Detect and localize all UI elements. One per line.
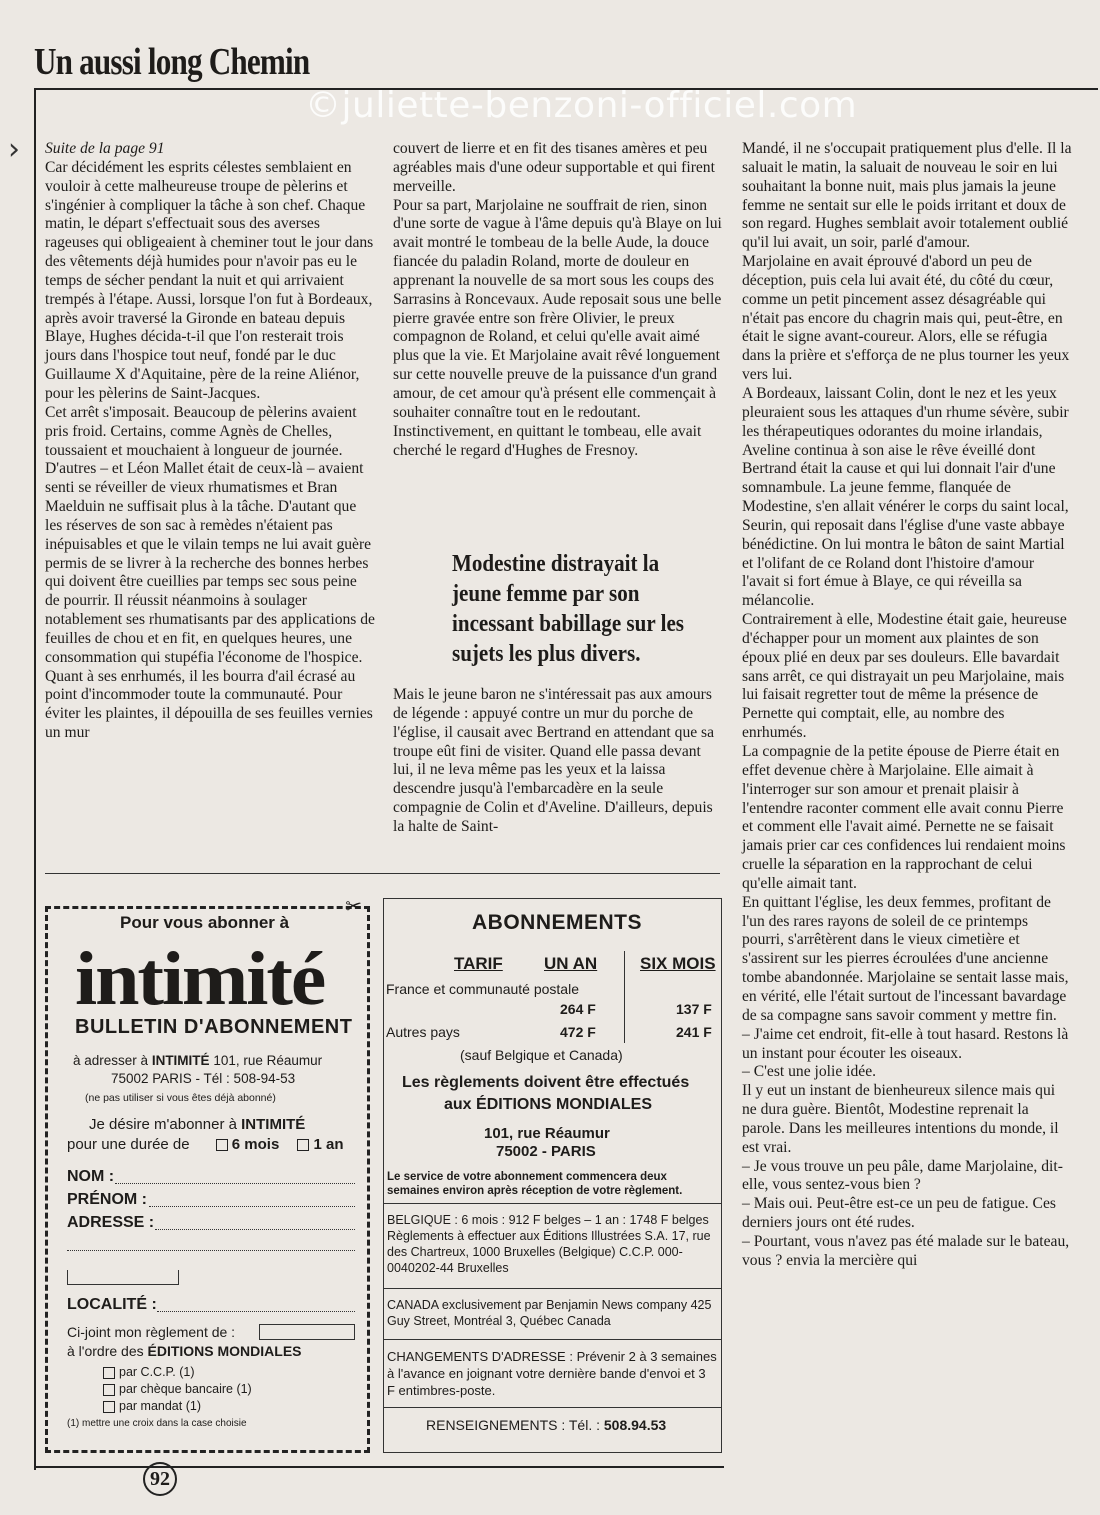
- paragraph: Mandé, il ne s'occupait pratiquement plus d'elle. Il la saluait le matin, la saluait de nouveau le soir en lui souhaitant la bonne nuit, mais plus jamais la jeune femme ne sentait sur elle le poids irritant et doux de son regard. Hughes semblait avoir totalement oublié qu'il lui avait, un soir, parlé d'amour.: [742, 140, 1072, 252]
- scissors-icon: ✂: [345, 894, 362, 918]
- paragraph: Mais le jeune baron ne s'intéressait pas aux amours de légende : appuyé contre un mur du porche de l'église, il causait avec Bertrand en attendant que sa troupe eût fini de visiter. Quand elle passa devant lui, il ne leva même pas les yeux et la laissa descendre jusqu'à l'embarcadère en la seule compagnie de Colin et d'Aveline. D'ailleurs, depuis la halte de Saint-: [393, 686, 715, 835]
- abo-address-line1: 101, rue Réaumur: [484, 1125, 610, 1142]
- pay-mandat-option[interactable]: par mandat (1): [103, 1399, 201, 1413]
- pull-quote: Modestine distrayait la jeune femme par son incessant babillage sur les sujets les plus divers.: [452, 550, 684, 667]
- coupon-heading: Pour vous abonner à: [120, 913, 290, 932]
- page-number: 92: [143, 1462, 177, 1496]
- nom-label: NOM :: [67, 1168, 115, 1185]
- changements-info: CHANGEMENTS D'ADRESSE : Prévenir 2 à 3 semaines à l'avance en joignant votre dernière bande d'envoi et 3 F entimbres-poste.: [387, 1349, 717, 1398]
- divider: [45, 873, 720, 874]
- paragraph: – Pourtant, vous n'avez pas été malade sur le bateau, vous ? envia la mercière qui: [742, 1232, 1070, 1269]
- article-title: Un aussi long Chemin: [34, 41, 310, 83]
- row2-un-an: 472 F: [560, 1024, 596, 1040]
- reglement-line2: aux ÉDITIONS MONDIALES: [444, 1096, 653, 1113]
- paragraph: La compagnie de la petite épouse de Pierre était en effet devenue chère à Marjolaine. Elle aimait à l'interroger sur son amour et prenait plaisir à l'entendre raconter comment elle avait connu Pierre et comment elle l'avait aimé. Pernette ne se faisait jamais prier car ces confidences lui rendaient moins cruelle la séparation en la rapprochant de celui qu'elle aimait tant.: [742, 743, 1066, 892]
- postal-code-field[interactable]: [67, 1270, 179, 1285]
- continued-from: Suite de la page 91: [45, 140, 165, 157]
- row1-label: France et communauté postale: [386, 981, 579, 997]
- article-column-1: [45, 140, 375, 743]
- paragraph: En quittant l'église, les deux femmes, profitant de l'un des rares rayons de soleil de ce printemps pourri, s'arrêtèrent dans le vieux cimetière et s'assirent sur les pierres écroulées d'une ancienne tombe abandonnée. Marjolaine se sentait lasse mais, en vérité, elle l'était surtout de l'incessant bavardage de sa compagne sans savoir comment y mettre fin.: [742, 893, 1069, 1024]
- paragraph: A Bordeaux, laissant Colin, dont le nez et les yeux pleuraient sous les attaques d'un rhume sévère, subir les thérapeutiques odorantes du moine irlandais, Aveline continua à son aise le rêve éveillé dont Bertrand était la cause et qui lui donnait l'air d'une somnambule. La jeune femme, flanquée de Modestine, s'en allait vénérer le corps du saint local, Seurin, qui reposait dans l'église d'une vaste abbaye bénédictine. On lui montra le bâton de saint Martial et l'olifant de ce Roland dont l'histoire d'amour l'avait si fort émue à Blaye, ce qui réveilla sa mélancolie.: [742, 384, 1069, 610]
- chevron-right-icon: ›: [8, 132, 20, 167]
- checkbox-ccp[interactable]: [103, 1367, 115, 1379]
- payment-line2: à l'ordre des ÉDITIONS MONDIALES: [67, 1343, 302, 1359]
- paragraph: couvert de lierre et en fit des tisanes amères et peu agréables mais d'une odeur supportable et qui firent merveille.: [393, 140, 715, 195]
- belgique-info: BELGIQUE : 6 mois : 912 F belges – 1 an : 1748 F belges Règlements à effectuer aux Éditions Illustrées S.A. 17, rue des Chartreux, 1000 Bruxelles (Belgique) C.C.P. 000-0040202-44 Bruxelles: [387, 1213, 711, 1275]
- brand-logo: intimité: [75, 937, 325, 1021]
- abonnements-box: [383, 898, 722, 1453]
- reglement-line1: Les règlements doivent être effectués: [402, 1074, 690, 1091]
- checkbox-6-mois[interactable]: [216, 1139, 228, 1151]
- article-column-2: [393, 140, 723, 460]
- row2-label: Autres pays: [386, 1024, 460, 1040]
- coupon-duration: pour une durée de 6 mois 1 an: [67, 1136, 344, 1153]
- prenom-label: PRÉNOM :: [67, 1191, 147, 1208]
- pay-cheque-option[interactable]: par chèque bancaire (1): [103, 1382, 252, 1396]
- coupon-address-line1: à adresser à INTIMITÉ 101, rue Réaumur: [73, 1053, 323, 1068]
- service-note: Le service de votre abonnement commencera deux semaines environ après réception de votre règlement.: [387, 1171, 683, 1197]
- abonnements-title: ABONNEMENTS: [472, 911, 643, 934]
- paragraph: Cet arrêt s'imposait. Beaucoup de pèlerins avaient pris froid. Certains, comme Agnès de Chelles, toussaient et mouchaient à longueur de journée. D'autres – et Léon Mallet était de ceux-là – avaient senti se réveiller de vieux rhumatismes et Bran Maelduin ne suffisait plus à la tâche. D'autant que les réserves de son sac à remèdes n'étaient pas inépuisables et que le vilain temps ne lui avait guère permis de se livrer à la recherche des bonnes herbes qui doivent être cueillies par temps sec sous peine de pourrir. Il réussit néanmoins à soulager notablement ses rhumatisants par des applications de feuilles de chou et en fit, en quelques heures, une consommation qui stupéfia l'économe de l'hospice. Quant à ses enrhumés, il les bourra d'ail écrasé au point d'incommoder toute la communauté. Pour éviter les plaintes, il dépouilla de ses feuilles vernies un mur: [45, 403, 375, 742]
- coupon-form-title: BULLETIN D'ABONNEMENT: [75, 1016, 353, 1038]
- paragraph: – J'aime cet endroit, fit-elle à tout hasard. Restons là un instant pour écouter les oiseaux.: [742, 1025, 1069, 1062]
- paragraph: Car décidément les esprits célestes semblaient en vouloir à cette malheureuse troupe de pèlerins et s'ingénier à compliquer la tâche à son chef. Chaque matin, le départ s'effectuait sous des averses rageuses qui obligeaient à cheminer tout le jour dans des vêtements déjà humides pour n'avoir pas eu le temps de sécher pendant la nuit et qui arrivaient trempés à l'étape. Aussi, lorsque l'on fut à Bordeaux, après avoir traversé la Gironde en bateau depuis Blaye, Hughes décida-t-il que l'on resterait trois jours dans l'hospice tout neuf, fondé par le duc Guillaume X d'Aquitaine, père de la reine Aliénor, pour les pèlerins de Saint-Jacques.: [45, 158, 374, 402]
- canada-info: CANADA exclusivement par Benjamin News company 425 Guy Street, Montréal 3, Québec Canada: [387, 1298, 712, 1328]
- article-column-2-continued: [393, 686, 723, 837]
- adresse-label: ADRESSE :: [67, 1214, 155, 1231]
- localite-field[interactable]: [157, 1311, 355, 1312]
- paragraph: Contrairement à elle, Modestine était gaie, heureuse d'échapper pour un moment aux plaintes de son époux plié en deux par ses douleurs. Elle bavardait sans arrêt, ce qui distrayait un peu Marjolaine, mais lui faisait regretter tout de même la présence de Pernette qui comptait, elle, au nombre des enrhumés.: [742, 611, 1067, 742]
- row2-six-mois: 241 F: [676, 1024, 712, 1040]
- nom-field[interactable]: [115, 1183, 355, 1184]
- coupon-note: (ne pas utiliser si vous êtes déjà abonné): [85, 1092, 276, 1104]
- paragraph: – Je vous trouve un peu pâle, dame Marjolaine, dit-elle, vous sentez-vous bien ?: [742, 1157, 1063, 1194]
- pay-ccp-option[interactable]: par C.C.P. (1): [103, 1365, 195, 1379]
- renseignements: RENSEIGNEMENTS : Tél. : 508.94.53: [426, 1417, 667, 1433]
- col-six-mois: SIX MOIS: [640, 954, 716, 973]
- paragraph: – Mais oui. Peut-être est-ce un peu de fatigue. Ces derniers jours ont été rudes.: [742, 1195, 1056, 1232]
- paragraph: Pour sa part, Marjolaine ne souffrait de rien, sinon d'une sorte de vague à l'âme depuis qu'à Blaye on lui avait montré le tombeau de la belle Aude, la douce fiancée du paladin Roland, morte de douleur en apprenant la nouvelle de sa mort sous les coups des Sarrasins à Roncevaux. Aude reposait sous une belle pierre gravée entre son frère Olivier, le preux compagnon de Roland, et celui qu'elle avait aimé plus que la vie. Et Marjolaine avait rêvé longuement sur cette nouvelle preuve de la puissance d'un grand amour, de cet amour qu'à présent elle commençait à souhaiter connaître tout en le redoutant. Instinctivement, en quittant le tombeau, elle avait cherché le regard d'Hughes de Fresnoy.: [393, 196, 722, 459]
- frame-bottom-rule: [34, 1466, 724, 1468]
- abo-address-line2: 75002 - PARIS: [496, 1143, 596, 1160]
- checkbox-mandat[interactable]: [103, 1401, 115, 1413]
- payment-line1: Ci-joint mon règlement de :: [67, 1324, 236, 1340]
- paragraph: – C'est une jolie idée.: [742, 1063, 877, 1081]
- col-un-an: UN AN: [544, 954, 598, 973]
- prenom-field[interactable]: [149, 1206, 355, 1207]
- adresse-field[interactable]: [155, 1229, 355, 1230]
- watermark: ©juliette-benzoni-officiel.com: [305, 85, 858, 126]
- coupon-footnote: (1) mettre une croix dans la case choisie: [67, 1418, 247, 1429]
- paragraph: Il y eut un instant de bienheureux silence mais qui ne dura guère. Bientôt, Modestine reprenait la parole. Dans les meilleures intentions du monde, il est vrai.: [742, 1082, 1059, 1156]
- col-tarif: TARIF: [454, 954, 503, 973]
- row1-un-an: 264 F: [560, 1001, 596, 1017]
- row1-six-mois: 137 F: [676, 1001, 712, 1017]
- exception-note: (sauf Belgique et Canada): [460, 1047, 623, 1063]
- subscription-coupon: [45, 894, 370, 1453]
- checkbox-1-an[interactable]: [297, 1139, 309, 1151]
- checkbox-cheque[interactable]: [103, 1384, 115, 1396]
- payment-amount-field[interactable]: [259, 1324, 355, 1340]
- coupon-desire: Je désire m'abonner à INTIMITÉ: [89, 1116, 306, 1133]
- coupon-address-line2: 75002 PARIS - Tél : 508-94-53: [111, 1071, 296, 1086]
- article-column-3: [742, 140, 1072, 1271]
- localite-label: LOCALITÉ :: [67, 1296, 157, 1313]
- paragraph: Marjolaine en avait éprouvé d'abord un peu de déception, puis cela lui avait été, du côté du cœur, comme un petit pincement assez désagréable qui n'était pas encore du chagrin mais qui, peut-être, en était le signe avant-coureur. Alors, elle se réfugia dans la prière et s'efforça de ne plus tourner les yeux vers lui.: [742, 253, 1070, 384]
- adresse-field-2[interactable]: [67, 1250, 355, 1251]
